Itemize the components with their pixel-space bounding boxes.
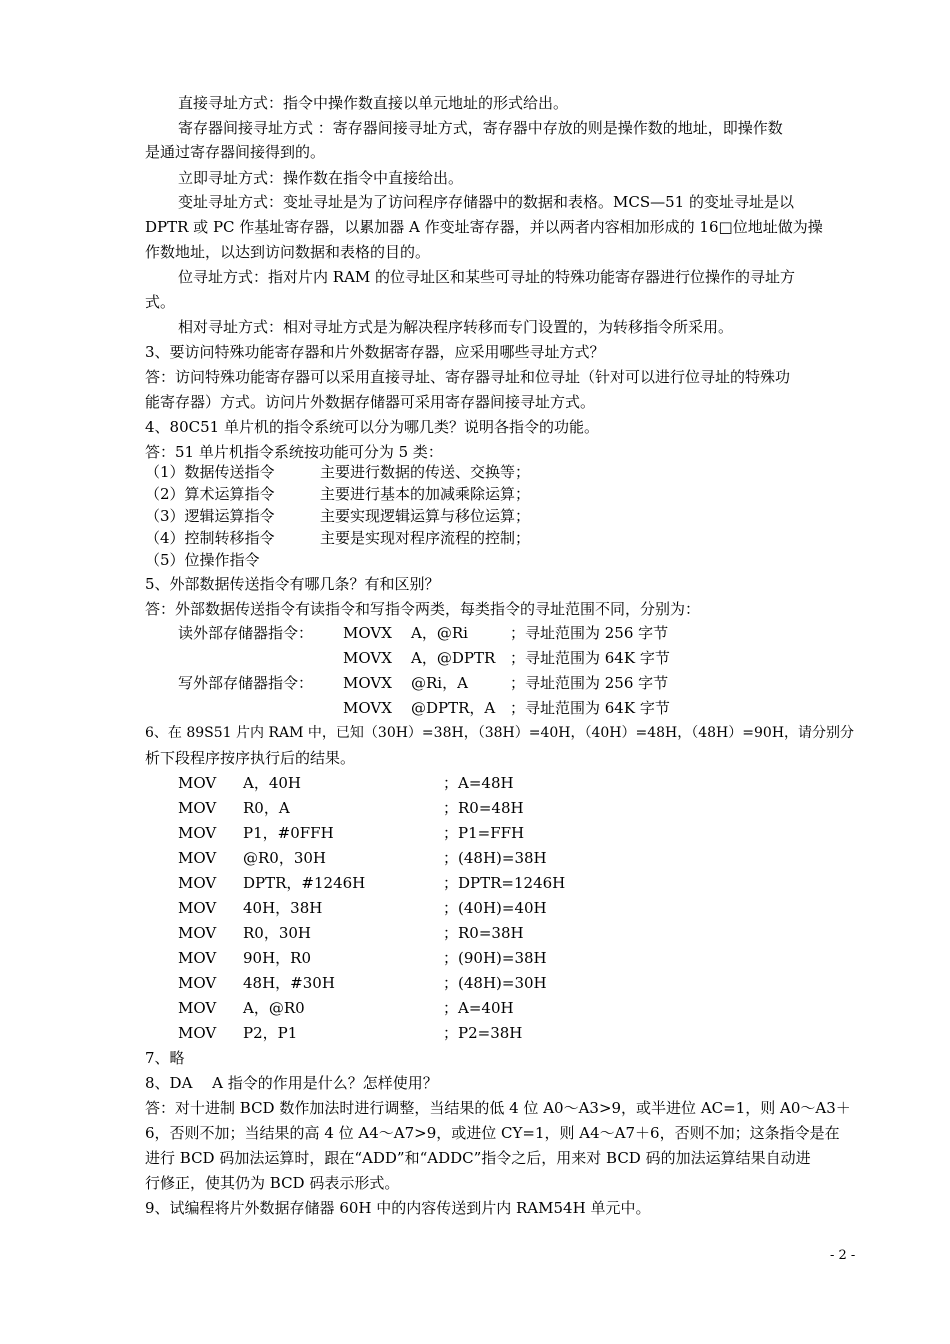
category-row [145,482,865,506]
instruction-row [145,621,865,645]
program-op: MOV [178,799,217,817]
program-line [145,771,865,795]
program-comment: ；DPTR=1246H [443,874,566,892]
program-args: R0，30H [243,924,312,942]
program-op: MOV [178,974,217,992]
bit-addressing-cont: 式。 [145,293,176,311]
bit-addressing: 位寻址方式：指对片内 RAM 的位寻址区和某些可寻址的特殊功能寄存器进行位操作的寻址方 [178,268,796,286]
program-args: P1，#0FFH [243,824,334,842]
category-name: （4）控制转移指令 [145,529,275,547]
program-args: 40H，38H [243,899,323,917]
indexed-addressing-cont2: 作数地址，以达到访问数据和表格的目的。 [145,243,431,261]
program-line [145,871,865,895]
program-line [145,821,865,845]
program-op: MOV [178,924,217,942]
instruction-comment: ；寻址范围为 64K 字节 [510,649,670,667]
instruction-op: MOVX [343,649,392,667]
program-op: MOV [178,999,217,1017]
answer-3-line-1: 答：访问特殊功能寄存器可以采用直接寻址、寄存器寻址和位寻址（针对可以进行位寻址的特殊功 [145,368,791,386]
instruction-comment: ；寻址范围为 256 字节 [510,674,669,692]
category-row [145,548,865,572]
instruction-comment: ；寻址范围为 64K 字节 [510,699,670,717]
instruction-op: MOVX [343,699,392,717]
register-indirect-addressing-cont: 是通过寄存器间接得到的。 [145,143,326,161]
instruction-args: A，@Ri [411,624,468,642]
question-6-line-2: 析下段程序按序执行后的结果。 [145,749,356,767]
program-op: MOV [178,1024,217,1042]
answer-4: 答：51 单片机指令系统按功能可分为 5 类： [145,443,443,461]
answer-8-line-4: 行修正，使其仍为 BCD 码表示形式。 [145,1174,400,1192]
program-comment: ；A=40H [443,999,514,1017]
program-line [145,846,865,870]
program-args: R0，A [243,799,290,817]
program-line [145,1021,865,1045]
program-op: MOV [178,824,217,842]
program-comment: ；(48H)=30H [443,974,547,992]
category-desc: 主要是实现对程序流程的控制； [320,529,531,547]
program-line [145,946,865,970]
instruction-row [145,696,865,720]
answer-8-line-1: 答：对十进制 BCD 数作加法时进行调整，当结果的低 4 位 A0～A3>9，或半进位 AC=1，则 A0～A3＋ [145,1099,851,1117]
program-args: @R0，30H [243,849,327,867]
indexed-addressing: 变址寻址方式：变址寻址是为了访问程序存储器中的数据和表格。MCS—51 的变址寻址是以 [178,193,794,211]
program-line [145,896,865,920]
question-6-line-1: 6、在 89S51 片内 RAM 中，已知（30H）=38H，（38H）=40H，（40H）=48H，（48H）=90H，请分别分 [145,725,855,741]
category-row [145,504,865,528]
program-comment: ；P1=FFH [443,824,525,842]
category-desc: 主要进行数据的传送、交换等； [320,463,531,481]
instruction-args: @Ri，A [411,674,468,692]
instruction-args: @DPTR，A [411,699,496,717]
register-indirect-addressing: 寄存器间接寻址方式 ：寄存器间接寻址方式，寄存器中存放的则是操作数的地址，即操作数 [178,119,783,137]
category-desc: 主要实现逻辑运算与移位运算； [320,507,531,525]
program-args: A，@R0 [243,999,305,1017]
question-3: 3、要访问特殊功能寄存器和片外数据寄存器，应采用哪些寻址方式？ [145,343,605,361]
indexed-addressing-cont: DPTR 或 PC 作基址寄存器，以累加器 A 作变址寄存器，并以两者内容相加形成的 16□位地址做为操 [145,218,823,236]
program-comment: ；A=48H [443,774,514,792]
program-op: MOV [178,774,217,792]
instruction-row [145,646,865,670]
category-name: （3）逻辑运算指令 [145,507,275,525]
question-7: 7、略 [145,1049,185,1067]
direct-addressing: 直接寻址方式：指令中操作数直接以单元地址的形式给出。 [178,94,569,112]
program-op: MOV [178,874,217,892]
program-args: P2，P1 [243,1024,298,1042]
program-op: MOV [178,849,217,867]
program-line [145,971,865,995]
instruction-row [145,671,865,695]
program-line [145,996,865,1020]
category-name: （5）位操作指令 [145,551,260,569]
program-args: A，40H [243,774,302,792]
instruction-label: 读外部存储器指令： [178,624,314,642]
category-row [145,460,865,484]
relative-addressing: 相对寻址方式：相对寻址方式是为解决程序转移而专门设置的，为转移指令所采用。 [178,318,734,336]
answer-3-line-2: 能寄存器）方式。访问片外数据存储器可采用寄存器间接寻址方式。 [145,393,596,411]
question-8: 8、DA A 指令的作用是什么？怎样使用？ [145,1074,438,1092]
category-desc: 主要进行基本的加减乘除运算； [320,485,531,503]
category-row [145,526,865,550]
answer-5: 答：外部数据传送指令有读指令和写指令两类，每类指令的寻址范围不同，分别为： [145,600,701,618]
program-comment: ；(40H)=40H [443,899,547,917]
instruction-args: A，@DPTR [411,649,496,667]
program-args: 48H，#30H [243,974,335,992]
question-5: 5、外部数据传送指令有哪几条？有和区别？ [145,575,440,593]
program-op: MOV [178,949,217,967]
program-line [145,921,865,945]
instruction-op: MOVX [343,624,392,642]
program-line [145,796,865,820]
program-args: DPTR，#1246H [243,874,366,892]
category-name: （2）算术运算指令 [145,485,275,503]
program-args: 90H，R0 [243,949,312,967]
instruction-label: 写外部存储器指令： [178,674,314,692]
program-comment: ；(90H)=38H [443,949,547,967]
answer-8-line-3: 进行 BCD 码加法运算时，跟在“ADD”和“ADDC”指令之后，用来对 BCD 码的加法运算结果自动进 [145,1149,811,1167]
program-comment: ；R0=38H [443,924,524,942]
page-number: - 2 - [830,1248,856,1263]
category-name: （1）数据传送指令 [145,463,275,481]
question-4: 4、80C51 单片机的指令系统可以分为哪几类？说明各指令的功能。 [145,418,599,436]
question-9: 9、试编程将片外数据存储器 60H 中的内容传送到片内 RAM54H 单元中。 [145,1199,651,1217]
instruction-op: MOVX [343,674,392,692]
instruction-comment: ；寻址范围为 256 字节 [510,624,669,642]
answer-8-line-2: 6，否则不加；当结果的高 4 位 A4～A7>9，或进位 CY=1，则 A4～A7＋6，否则不加；这条指令是在 [145,1124,840,1142]
program-op: MOV [178,899,217,917]
program-comment: ；(48H)=38H [443,849,547,867]
program-comment: ；R0=48H [443,799,524,817]
program-comment: ；P2=38H [443,1024,523,1042]
immediate-addressing: 立即寻址方式：操作数在指令中直接给出。 [178,169,464,187]
